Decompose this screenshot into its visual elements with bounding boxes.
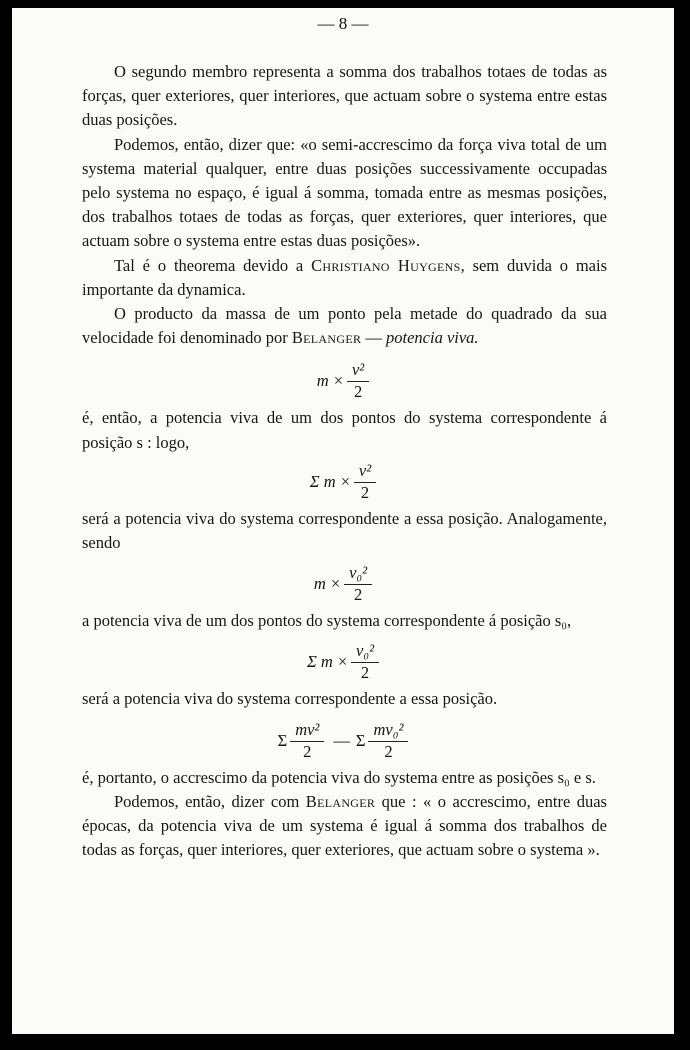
formula-5-fraction-2 <box>368 720 408 762</box>
formula-2-numerator: v² <box>354 461 376 483</box>
formula-5 <box>82 720 607 762</box>
term-potencia-viva: potencia viva. <box>386 328 479 348</box>
formula-4-fraction <box>351 641 379 683</box>
formula-4-left: Σ m × <box>306 652 349 672</box>
paragraph-8: será a potencia viva do systema correspondente a essa posição. <box>82 689 498 709</box>
formula-5-fraction-1 <box>290 720 324 762</box>
formula-3-fraction <box>344 563 372 605</box>
p3-end: , sem duvida o mais importante da dynamica. <box>82 255 607 299</box>
formula-2 <box>82 461 607 503</box>
paragraph-3 <box>82 254 607 302</box>
formula-5-numerator-2: mv₀² <box>368 720 408 742</box>
paragraph-7: a potencia viva de um dos pontos do systema correspondente á posição s₀, <box>82 611 572 631</box>
formula-4 <box>82 641 607 683</box>
formula-3-numerator: v₀² <box>344 563 372 585</box>
formula-4-numerator: v₀² <box>351 641 379 663</box>
formula-3-denominator: 2 <box>353 585 363 605</box>
paragraph-10 <box>82 790 607 863</box>
formula-1-left: m × <box>316 371 344 391</box>
formula-5-denominator-2: 2 <box>384 741 393 761</box>
book-page <box>12 8 674 1034</box>
paragraph-5: é, então, a potencia viva de um dos pontos do systema correspondente á posição s : logo, <box>82 408 607 452</box>
formula-4-denominator: 2 <box>360 663 370 683</box>
formula-5-minus: — <box>333 730 350 750</box>
author-name-belanger-2: Belanger <box>305 791 376 811</box>
formula-5-denominator-1: 2 <box>303 741 312 761</box>
author-name-belanger: Belanger <box>291 328 362 348</box>
paragraph-9: é, portanto, o accrescimo da potencia viva do systema entre as posições s₀ e s. <box>82 767 596 787</box>
formula-5-numerator-1: mv² <box>290 720 324 742</box>
formula-3-left: m × <box>313 574 342 594</box>
formula-1-numerator: v² <box>347 360 369 382</box>
formula-2-denominator: 2 <box>360 482 370 502</box>
formula-2-left: Σ m × <box>309 471 351 491</box>
formula-1-fraction <box>347 360 369 402</box>
paragraph-2: Podemos, então, dizer que: «o semi-accrescimo da força viva total de um systema material qualquer, entre duas posições successivamente occupadas pelo systema no espaço, é igual á somma, tomada entre as mesmas posições, dos trabalhos totaes de todas as forças, quer exteriores, quer interiores, que actuam sobre o systema entre estas duas posições». <box>82 134 607 251</box>
body-text <box>82 60 607 862</box>
formula-1 <box>82 360 607 402</box>
formula-3 <box>82 563 607 605</box>
formula-5-sigma-2: Σ <box>355 730 366 750</box>
formula-1-denominator: 2 <box>353 382 363 402</box>
p4-start: O producto da massa de um ponto pela metade do quadrado da sua velocidade foi denominado por <box>82 304 607 348</box>
paragraph-6: será a potencia viva do systema correspondente a essa posição. Analogamente, sendo <box>82 508 607 553</box>
author-name-huygens: Christiano Huygens <box>311 255 461 275</box>
p10-start: Podemos, então, dizer com <box>114 791 306 811</box>
p3-start: Tal é o theorema devido a <box>114 255 312 275</box>
paragraph-1: O segundo membro representa a somma dos trabalhos totaes de todas as forças, quer exteriores, quer interiores, que actuam sobre o systema entre estas duas posições. <box>82 62 607 130</box>
formula-5-sigma-1: Σ <box>277 730 288 750</box>
p10-end: que : « o accrescimo, entre duas épocas, da potencia viva de um systema é igual á somma dos trabalhos de todas as forças, quer interiores, quer exteriores, que actuam sobre o systema ». <box>82 791 607 860</box>
page-number: — 8 — <box>317 14 369 33</box>
formula-2-fraction <box>354 461 376 503</box>
p4-dash: — <box>361 328 387 348</box>
paragraph-4 <box>82 302 607 350</box>
